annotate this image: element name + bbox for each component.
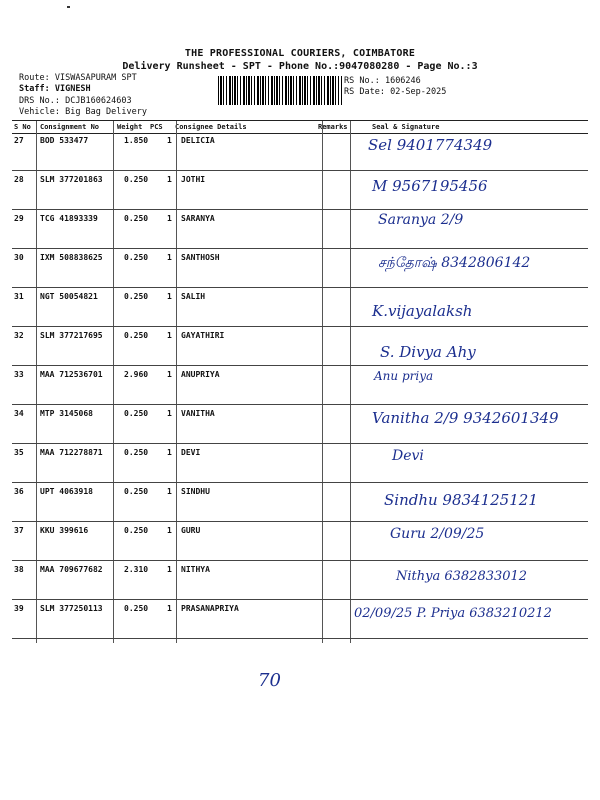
row-weight: 0.250 — [124, 487, 149, 496]
rs-date-value: 02-Sep-2025 — [390, 87, 447, 97]
handwritten-signature: Sindhu 9834125121 — [384, 491, 538, 509]
scan-speck — [67, 6, 70, 8]
col-pcs: PCS — [150, 123, 163, 131]
row-weight: 0.250 — [124, 292, 149, 301]
row-consignment-no: MAA 712278871 — [40, 448, 103, 457]
row-sno: 35 — [14, 448, 24, 457]
row-sno: 28 — [14, 175, 24, 184]
table-row-divider — [12, 209, 588, 210]
row-sno: 29 — [14, 214, 24, 223]
rs-no-label: RS No.: — [344, 76, 380, 86]
table-row-divider — [12, 326, 588, 327]
handwritten-mark: 70 — [258, 670, 281, 691]
col-divider — [176, 121, 177, 643]
row-consignment-no: SLM 377250113 — [40, 604, 103, 613]
row-pcs: 1 — [167, 175, 172, 184]
company-title: THE PROFESSIONAL COURIERS, COIMBATORE — [184, 48, 416, 59]
row-pcs: 1 — [167, 487, 172, 496]
row-pcs: 1 — [167, 409, 172, 418]
handwritten-signature: Saranya 2/9 — [378, 212, 464, 228]
row-consignee: NITHYA — [181, 565, 210, 574]
route-label: Route: — [19, 73, 50, 83]
col-signature: Seal & Signature — [372, 123, 440, 131]
vehicle-line — [19, 107, 147, 117]
row-consignment-no: NGT 50054821 — [40, 292, 98, 301]
row-consignment-no: TCG 41893339 — [40, 214, 98, 223]
row-pcs: 1 — [167, 253, 172, 262]
row-consignee: SINDHU — [181, 487, 210, 496]
row-sno: 39 — [14, 604, 24, 613]
row-consignee: GURU — [181, 526, 201, 535]
table-row-divider — [12, 560, 588, 561]
row-weight: 0.250 — [124, 604, 149, 613]
col-weight: Weight — [117, 123, 143, 131]
row-consignee: SANTHOSH — [181, 253, 220, 262]
row-consignee: PRASANAPRIYA — [181, 604, 239, 613]
handwritten-signature: Nithya 6382833012 — [396, 569, 528, 584]
rs-date-line — [344, 87, 446, 97]
drs-value: DCJB160624603 — [65, 96, 132, 106]
barcode-image — [218, 76, 342, 105]
table-row-divider — [12, 170, 588, 171]
handwritten-signature: S. Divya Ahy — [380, 343, 476, 361]
rs-no-value: 1606246 — [384, 76, 421, 86]
handwritten-signature: Anu priya — [374, 369, 434, 383]
handwritten-signature: Vanitha 2/9 9342601349 — [372, 409, 559, 427]
col-divider — [113, 121, 114, 643]
row-pcs: 1 — [167, 526, 172, 535]
rs-no-line — [344, 76, 421, 86]
row-sno: 34 — [14, 409, 24, 418]
row-consignee: DEVI — [181, 448, 201, 457]
table-row-divider — [12, 443, 588, 444]
row-pcs: 1 — [167, 214, 172, 223]
rs-date-label: RS Date: — [344, 87, 385, 97]
col-sno: S No — [14, 123, 31, 131]
table-row-divider — [12, 599, 588, 600]
row-consignment-no: SLM 377201863 — [40, 175, 103, 184]
row-consignment-no: KKU 399616 — [40, 526, 89, 535]
col-remarks: Remarks — [318, 123, 348, 131]
row-consignee: VANITHA — [181, 409, 215, 418]
row-weight: 2.960 — [124, 370, 149, 379]
row-consignee: DELICIA — [181, 136, 215, 145]
row-consignment-no: MAA 709677682 — [40, 565, 103, 574]
row-consignee: SARANYA — [181, 214, 215, 223]
row-consignment-no: MAA 712536701 — [40, 370, 103, 379]
row-weight: 0.250 — [124, 526, 149, 535]
row-consignment-no: MTP 3145068 — [40, 409, 93, 418]
table-row-divider — [12, 365, 588, 366]
staff-label: Staff: — [19, 84, 50, 94]
row-pcs: 1 — [167, 331, 172, 340]
col-divider — [350, 121, 351, 643]
row-pcs: 1 — [167, 604, 172, 613]
row-consignee: GAYATHIRI — [181, 331, 225, 340]
row-sno: 30 — [14, 253, 24, 262]
row-sno: 27 — [14, 136, 24, 145]
row-sno: 37 — [14, 526, 24, 535]
row-weight: 0.250 — [124, 331, 149, 340]
row-weight: 1.850 — [124, 136, 149, 145]
row-sno: 32 — [14, 331, 24, 340]
col-divider — [322, 121, 323, 643]
route-line — [19, 73, 137, 83]
row-consignee: JOTHI — [181, 175, 206, 184]
row-consignee: ANUPRIYA — [181, 370, 220, 379]
table-header — [12, 120, 588, 134]
handwritten-signature: M 9567195456 — [372, 177, 488, 195]
row-consignment-no: UPT 4063918 — [40, 487, 93, 496]
row-sno: 38 — [14, 565, 24, 574]
row-pcs: 1 — [167, 292, 172, 301]
table-row-divider — [12, 248, 588, 249]
handwritten-signature: Devi — [392, 448, 424, 464]
staff-line — [19, 84, 91, 94]
row-weight: 2.310 — [124, 565, 149, 574]
row-weight: 0.250 — [124, 448, 149, 457]
table-row-divider — [12, 287, 588, 288]
row-pcs: 1 — [167, 370, 172, 379]
col-consignment: Consignment No — [40, 123, 100, 131]
row-sno: 31 — [14, 292, 24, 301]
row-weight: 0.250 — [124, 253, 149, 262]
row-consignment-no: IXM 508838625 — [40, 253, 103, 262]
route-value: VISWASAPURAM SPT — [54, 73, 137, 83]
row-weight: 0.250 — [124, 409, 149, 418]
row-consignee: SALIH — [181, 292, 206, 301]
row-pcs: 1 — [167, 565, 172, 574]
table-row-divider — [12, 482, 588, 483]
row-pcs: 1 — [167, 136, 172, 145]
handwritten-signature: Sel 9401774349 — [368, 136, 493, 154]
row-pcs: 1 — [167, 448, 172, 457]
table-row-divider — [12, 638, 588, 639]
runsheet-subtitle: Delivery Runsheet - SPT - Phone No.:9047080280 - Page No.:3 — [122, 61, 478, 72]
handwritten-signature: K.vijayalaksh — [372, 302, 473, 320]
vehicle-value: Big Bag Delivery — [65, 107, 147, 117]
handwritten-signature: Guru 2/09/25 — [390, 526, 485, 542]
row-sno: 36 — [14, 487, 24, 496]
table-row-divider — [12, 521, 588, 522]
drs-label: DRS No.: — [19, 96, 60, 106]
col-consignee: Consignee Details — [175, 123, 247, 131]
row-consignment-no: SLM 377217695 — [40, 331, 103, 340]
handwritten-signature: சந்தோஷ் 8342806142 — [378, 255, 531, 271]
drs-line — [19, 96, 132, 106]
row-consignment-no: BOD 533477 — [40, 136, 89, 145]
row-sno: 33 — [14, 370, 24, 379]
col-divider — [36, 121, 37, 643]
table-row-divider — [12, 404, 588, 405]
staff-value: VIGNESH — [54, 84, 91, 94]
row-weight: 0.250 — [124, 214, 149, 223]
vehicle-label: Vehicle: — [19, 107, 60, 117]
handwritten-signature: 02/09/25 P. Priya 6383210212 — [354, 606, 552, 621]
row-weight: 0.250 — [124, 175, 149, 184]
